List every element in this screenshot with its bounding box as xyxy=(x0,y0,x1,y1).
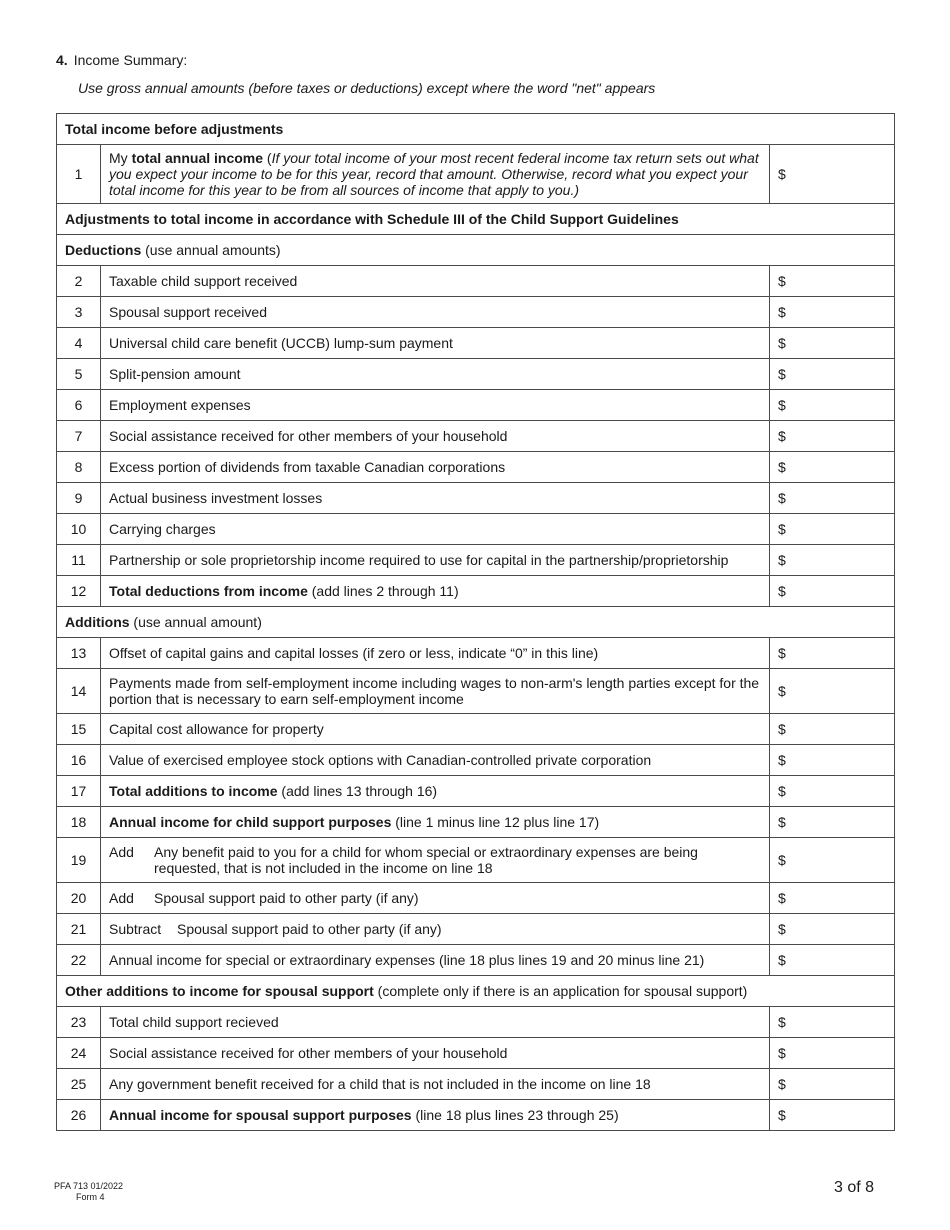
header-row xyxy=(57,235,895,266)
amount-field[interactable] xyxy=(769,883,894,914)
line-number: 24 xyxy=(57,1038,101,1069)
line-description: Annual income for child support purposes (line 1 minus line 12 plus line 17) xyxy=(101,807,770,838)
line-number: 23 xyxy=(57,1007,101,1038)
section-heading xyxy=(56,52,187,68)
dollar-sign: $ xyxy=(777,166,786,182)
line-description: Partnership or sole proprietorship income required to use for capital in the partnership/proprietorship xyxy=(101,545,770,576)
dollar-sign: $ xyxy=(777,552,786,568)
operation-label: Subtract xyxy=(109,921,162,937)
table-row xyxy=(57,452,895,483)
line-number: 10 xyxy=(57,514,101,545)
line-number: 9 xyxy=(57,483,101,514)
amount-field[interactable] xyxy=(769,714,894,745)
dollar-sign: $ xyxy=(777,459,786,475)
section-title: Income Summary: xyxy=(73,52,188,68)
header-row xyxy=(57,204,895,235)
line-number: 15 xyxy=(57,714,101,745)
line-number: 16 xyxy=(57,745,101,776)
amount-field[interactable] xyxy=(769,638,894,669)
dollar-sign: $ xyxy=(777,783,786,799)
line-number: 1 xyxy=(57,145,101,204)
line-description: Taxable child support received xyxy=(101,266,770,297)
line-description: Payments made from self-employment income including wages to non-arm's length parties except for the portion that is necessary to earn self-employment income xyxy=(101,669,770,714)
line-description: Employment expenses xyxy=(101,390,770,421)
spousal-group xyxy=(57,1007,895,1100)
dollar-sign: $ xyxy=(777,721,786,737)
line-description: Actual business investment losses xyxy=(101,483,770,514)
line-number: 4 xyxy=(57,328,101,359)
income-summary-table xyxy=(56,113,895,1131)
deductions-header: Deductions (use annual amounts) xyxy=(57,235,895,266)
line-number: 12 xyxy=(57,576,101,607)
table-row xyxy=(57,883,895,914)
line-number: 26 xyxy=(57,1100,101,1131)
additions-header: Additions (use annual amount) xyxy=(57,607,895,638)
amount-field[interactable] xyxy=(769,514,894,545)
amount-field[interactable] xyxy=(769,297,894,328)
table-row xyxy=(57,838,895,883)
amount-field[interactable] xyxy=(769,421,894,452)
instructions: Use gross annual amounts (before taxes or deductions) except where the word "net" appears xyxy=(78,80,656,96)
amount-field[interactable] xyxy=(769,266,894,297)
amount-field[interactable] xyxy=(769,390,894,421)
line-description: Capital cost allowance for property xyxy=(101,714,770,745)
amount-field[interactable] xyxy=(769,359,894,390)
amount-field[interactable] xyxy=(769,1038,894,1069)
table-row xyxy=(57,1069,895,1100)
table-row xyxy=(57,945,895,976)
table-row xyxy=(57,1038,895,1069)
line-number: 8 xyxy=(57,452,101,483)
amount-field[interactable] xyxy=(769,545,894,576)
dollar-sign: $ xyxy=(777,521,786,537)
dollar-sign: $ xyxy=(777,335,786,351)
line-number: 5 xyxy=(57,359,101,390)
header-row xyxy=(57,976,895,1007)
spousal-header: Other additions to income for spousal support (complete only if there is an application for spousal support) xyxy=(57,976,895,1007)
line-number: 20 xyxy=(57,883,101,914)
line-number: 22 xyxy=(57,945,101,976)
line-text: Spousal support paid to other party (if any) xyxy=(154,890,419,906)
line-description: Spousal support received xyxy=(101,297,770,328)
line-number: 3 xyxy=(57,297,101,328)
table-row xyxy=(57,297,895,328)
table-row xyxy=(57,914,895,945)
table-row xyxy=(57,421,895,452)
line-text: Spousal support paid to other party (if any) xyxy=(177,921,442,937)
dollar-sign: $ xyxy=(777,683,786,699)
table-row xyxy=(57,776,895,807)
amount-field[interactable] xyxy=(769,745,894,776)
dollar-sign: $ xyxy=(777,428,786,444)
table-row xyxy=(57,807,895,838)
table-row xyxy=(57,1007,895,1038)
table-row xyxy=(57,266,895,297)
line-number: 7 xyxy=(57,421,101,452)
amount-field[interactable] xyxy=(769,576,894,607)
table-row xyxy=(57,669,895,714)
operation-label: Add xyxy=(109,844,134,860)
line-description: Split-pension amount xyxy=(101,359,770,390)
dollar-sign: $ xyxy=(777,952,786,968)
line-number: 25 xyxy=(57,1069,101,1100)
total-before-header: Total income before adjustments xyxy=(57,114,895,145)
line-description xyxy=(101,914,770,945)
table-row xyxy=(57,328,895,359)
line-description: Carrying charges xyxy=(101,514,770,545)
amount-field[interactable] xyxy=(769,145,894,204)
dollar-sign: $ xyxy=(777,583,786,599)
table-row xyxy=(57,576,895,607)
amount-field[interactable] xyxy=(769,807,894,838)
table-row xyxy=(57,359,895,390)
line-number: 17 xyxy=(57,776,101,807)
line-description: Social assistance received for other members of your household xyxy=(101,421,770,452)
page-number: 3 of 8 xyxy=(833,1179,874,1196)
dollar-sign: $ xyxy=(777,890,786,906)
dollar-sign: $ xyxy=(777,1107,786,1123)
form-code: PFA 713 01/2022 xyxy=(54,1181,124,1191)
line-number: 13 xyxy=(57,638,101,669)
amount-field[interactable] xyxy=(769,328,894,359)
line-number: 6 xyxy=(57,390,101,421)
dollar-sign: $ xyxy=(777,1076,786,1092)
table-row xyxy=(57,390,895,421)
dollar-sign: $ xyxy=(777,752,786,768)
dollar-sign: $ xyxy=(777,814,786,830)
dollar-sign: $ xyxy=(777,397,786,413)
line-description: Total additions to income (add lines 13 through 16) xyxy=(101,776,770,807)
amount-field[interactable] xyxy=(769,945,894,976)
amount-field[interactable] xyxy=(769,914,894,945)
line-number: 14 xyxy=(57,669,101,714)
line-description: Annual income for spousal support purposes (line 18 plus lines 23 through 25) xyxy=(101,1100,770,1131)
dollar-sign: $ xyxy=(777,1014,786,1030)
dollar-sign: $ xyxy=(777,304,786,320)
amount-field[interactable] xyxy=(769,1100,894,1131)
amount-field[interactable] xyxy=(769,669,894,714)
form-footer xyxy=(54,1181,123,1203)
line-description xyxy=(101,838,770,883)
amount-field[interactable] xyxy=(769,838,894,883)
amount-field[interactable] xyxy=(769,483,894,514)
line-number: 18 xyxy=(57,807,101,838)
table-row xyxy=(57,545,895,576)
line-description: Total deductions from income (add lines 2 through 11) xyxy=(101,576,770,607)
line-description: My total annual income (If your total income of your most recent federal income tax return sets out what you expect your income to be for this year, record that amount. Otherwise, record what you expect your total income for this year to be from all sources of income that apply to you.) xyxy=(101,145,770,204)
line-description: Annual income for special or extraordinary expenses (line 18 plus lines 19 and 20 minus line 21) xyxy=(101,945,770,976)
table-row xyxy=(57,638,895,669)
dollar-sign: $ xyxy=(777,273,786,289)
line-description: Offset of capital gains and capital losses (if zero or less, indicate “0” in this line) xyxy=(101,638,770,669)
line-description: Total child support recieved xyxy=(101,1007,770,1038)
form-name: Form 4 xyxy=(76,1192,105,1202)
table-row xyxy=(57,483,895,514)
header-row xyxy=(57,607,895,638)
table-row xyxy=(57,1100,895,1131)
amount-field[interactable] xyxy=(769,1007,894,1038)
line-number: 11 xyxy=(57,545,101,576)
line-description xyxy=(101,883,770,914)
table-row xyxy=(57,745,895,776)
line-description: Social assistance received for other members of your household xyxy=(101,1038,770,1069)
amount-field[interactable] xyxy=(769,776,894,807)
adjustments-header: Adjustments to total income in accordance with Schedule III of the Child Support Guidelines xyxy=(57,204,895,235)
dollar-sign: $ xyxy=(777,490,786,506)
line-number: 2 xyxy=(57,266,101,297)
line-description: Excess portion of dividends from taxable Canadian corporations xyxy=(101,452,770,483)
header-row xyxy=(57,114,895,145)
dollar-sign: $ xyxy=(777,645,786,661)
table-row xyxy=(57,145,895,204)
amount-field[interactable] xyxy=(769,452,894,483)
table-row xyxy=(57,714,895,745)
dollar-sign: $ xyxy=(777,921,786,937)
line-number: 21 xyxy=(57,914,101,945)
dollar-sign: $ xyxy=(777,852,786,868)
line-description: Any government benefit received for a child that is not included in the income on line 18 xyxy=(101,1069,770,1100)
line-number: 19 xyxy=(57,838,101,883)
table-row xyxy=(57,514,895,545)
line-description: Value of exercised employee stock options with Canadian-controlled private corporation xyxy=(101,745,770,776)
line-description: Universal child care benefit (UCCB) lump-sum payment xyxy=(101,328,770,359)
section-number: 4. xyxy=(56,52,68,68)
dollar-sign: $ xyxy=(777,1045,786,1061)
dollar-sign: $ xyxy=(777,366,786,382)
line-text: Any benefit paid to you for a child for whom special or extraordinary expenses are being requested, that is not included in the income on line 18 xyxy=(154,844,698,876)
deductions-group xyxy=(57,266,895,576)
amount-field[interactable] xyxy=(769,1069,894,1100)
operation-label: Add xyxy=(109,890,134,906)
